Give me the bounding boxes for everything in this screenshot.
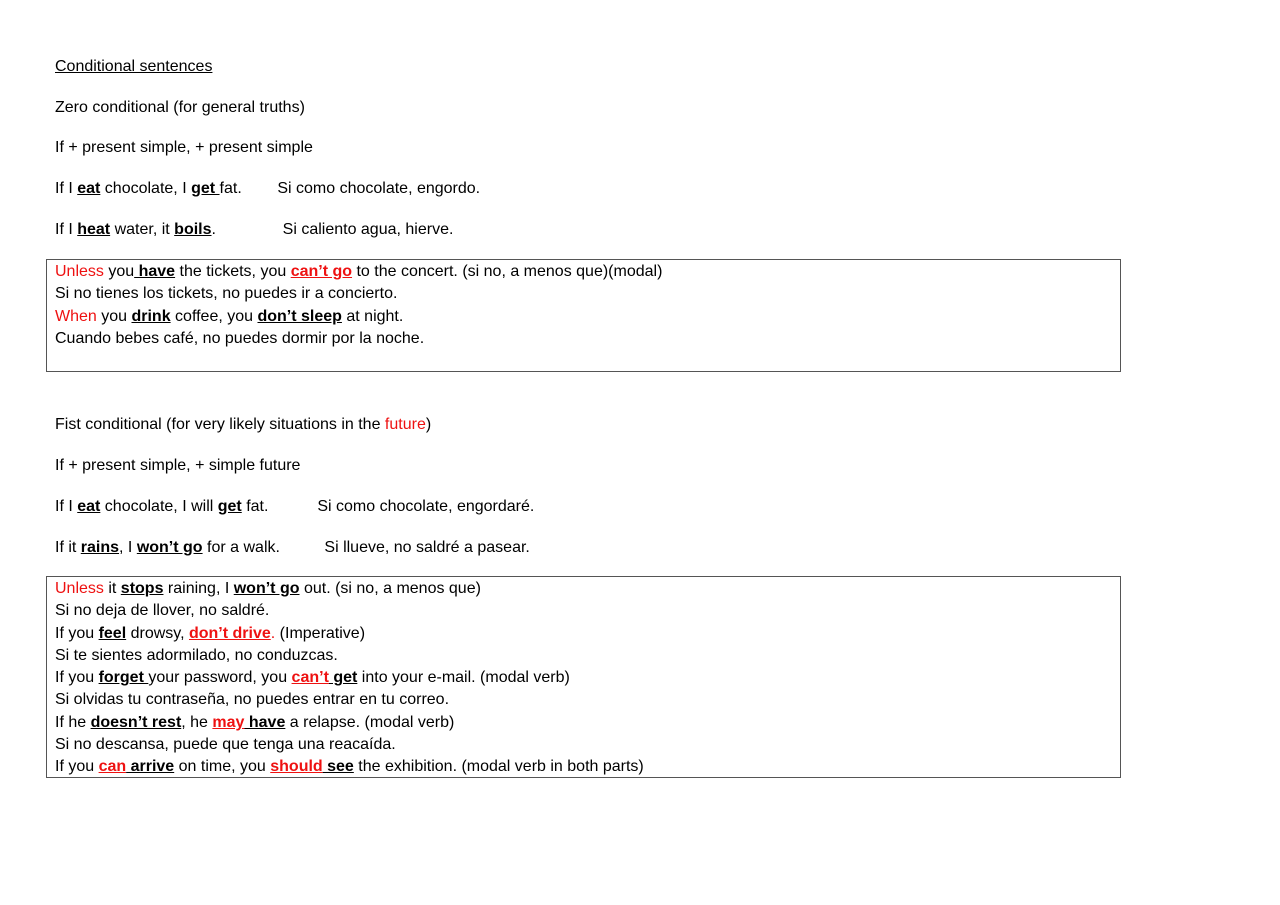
key-verb: feel bbox=[98, 624, 127, 642]
text: drowsy, bbox=[126, 624, 189, 642]
key-verb: don’t sleep bbox=[257, 307, 342, 325]
first-box-line-2: Si no deja de llover, no saldré. bbox=[55, 602, 270, 620]
first-conditional-formula: If + present simple, + simple future bbox=[55, 457, 301, 474]
first-example-2 bbox=[55, 538, 530, 558]
text: the exhibition. (modal verb in both parts) bbox=[353, 758, 644, 776]
first-box-line-6: Si olvidas tu contraseña, no puedes entrar en tu correo. bbox=[55, 691, 450, 709]
text: If you bbox=[55, 758, 99, 776]
text: on time, you bbox=[174, 758, 271, 776]
text: into your e-mail. (modal verb) bbox=[357, 669, 570, 687]
text: ) bbox=[425, 416, 432, 433]
key-verb: eat bbox=[77, 180, 101, 197]
key-verb: won’t go bbox=[136, 539, 203, 556]
first-box-line-7 bbox=[55, 712, 1120, 734]
text: a relapse. (modal verb) bbox=[285, 713, 455, 731]
first-conditional-box bbox=[46, 576, 1121, 778]
red-keyword: future bbox=[384, 416, 426, 433]
text: you bbox=[96, 307, 132, 325]
text: If it bbox=[55, 539, 81, 556]
text: out. (si no, a menos que) bbox=[299, 580, 481, 597]
text: If he bbox=[55, 713, 91, 731]
text: the tickets, you bbox=[175, 263, 291, 280]
first-box-line-9 bbox=[55, 756, 1120, 778]
text: If you bbox=[55, 669, 99, 687]
red-key-verb: should bbox=[270, 758, 323, 776]
zero-box-line-1 bbox=[55, 261, 1120, 283]
text: raining, I bbox=[163, 580, 234, 597]
key-verb: drink bbox=[131, 307, 171, 325]
red-punctuation: . bbox=[270, 624, 276, 642]
text: If I bbox=[55, 498, 78, 515]
text: Fist conditional (for very likely situations in the bbox=[55, 416, 385, 433]
text: chocolate, I bbox=[100, 180, 192, 197]
text: for a walk. Si llueve, no saldré a pasear. bbox=[202, 539, 530, 556]
zero-box-line-4: Cuando bebes café, no puedes dormir por la noche. bbox=[55, 329, 425, 347]
key-verb: stops bbox=[120, 580, 164, 597]
zero-example-1 bbox=[55, 179, 480, 199]
text: you bbox=[103, 263, 135, 280]
document-title: Conditional sentences bbox=[55, 58, 213, 75]
red-key-verb: can’t bbox=[291, 669, 329, 687]
text: to the concert. (si no, a menos que)(modal) bbox=[352, 263, 663, 280]
red-key-verb: can’t go bbox=[290, 263, 353, 280]
text: it bbox=[103, 580, 121, 597]
red-key-verb: don’t drive bbox=[188, 624, 271, 642]
red-keyword: Unless bbox=[55, 580, 104, 597]
text: fat. Si como chocolate, engordaré. bbox=[241, 498, 535, 515]
first-box-line-4: Si te sientes adormilado, no conduzcas. bbox=[55, 646, 338, 664]
first-box-line-5 bbox=[55, 667, 1120, 689]
key-verb: forget bbox=[98, 669, 149, 687]
text: water, it bbox=[110, 221, 175, 238]
first-box-line-3 bbox=[55, 623, 1120, 645]
red-key-verb: may bbox=[212, 713, 245, 731]
text: . Si caliento agua, hierve. bbox=[211, 221, 454, 238]
text: your password, you bbox=[148, 669, 292, 687]
key-verb: boils bbox=[174, 221, 212, 238]
key-verb: arrive bbox=[126, 758, 175, 776]
zero-conditional-box bbox=[46, 259, 1121, 372]
key-verb: get bbox=[328, 669, 358, 687]
text: chocolate, I will bbox=[100, 498, 218, 515]
key-verb: doesn’t rest bbox=[90, 713, 182, 731]
red-keyword: Unless bbox=[55, 263, 104, 280]
first-conditional-heading bbox=[55, 415, 431, 435]
text: , he bbox=[181, 713, 213, 731]
text: fat. Si como chocolate, engordo. bbox=[219, 180, 481, 197]
text: at night. bbox=[341, 307, 404, 325]
text: (Imperative) bbox=[275, 624, 366, 642]
key-verb: have bbox=[134, 263, 176, 280]
key-verb: have bbox=[244, 713, 286, 731]
key-verb: get bbox=[191, 180, 220, 197]
key-verb: see bbox=[322, 758, 354, 776]
key-verb: won’t go bbox=[233, 580, 300, 597]
red-key-verb: can bbox=[98, 758, 127, 776]
zero-conditional-heading: Zero conditional (for general truths) bbox=[55, 99, 305, 116]
zero-box-line-2: Si no tienes los tickets, no puedes ir a concierto. bbox=[55, 285, 398, 303]
first-example-1 bbox=[55, 497, 534, 517]
key-verb: heat bbox=[77, 221, 111, 238]
text: If I bbox=[55, 221, 78, 238]
zero-box-line-3 bbox=[55, 306, 1120, 328]
red-keyword: When bbox=[55, 307, 97, 325]
text: , I bbox=[119, 539, 137, 556]
first-box-line-1 bbox=[55, 578, 1120, 600]
key-verb: get bbox=[217, 498, 242, 515]
zero-example-2 bbox=[55, 220, 453, 240]
first-box-line-8: Si no descansa, puede que tenga una reacaída. bbox=[55, 736, 396, 754]
text: coffee, you bbox=[170, 307, 258, 325]
key-verb: eat bbox=[77, 498, 101, 515]
text: If I bbox=[55, 180, 78, 197]
key-verb: rains bbox=[80, 539, 120, 556]
text: If you bbox=[55, 624, 99, 642]
zero-conditional-formula: If + present simple, + present simple bbox=[55, 139, 313, 156]
